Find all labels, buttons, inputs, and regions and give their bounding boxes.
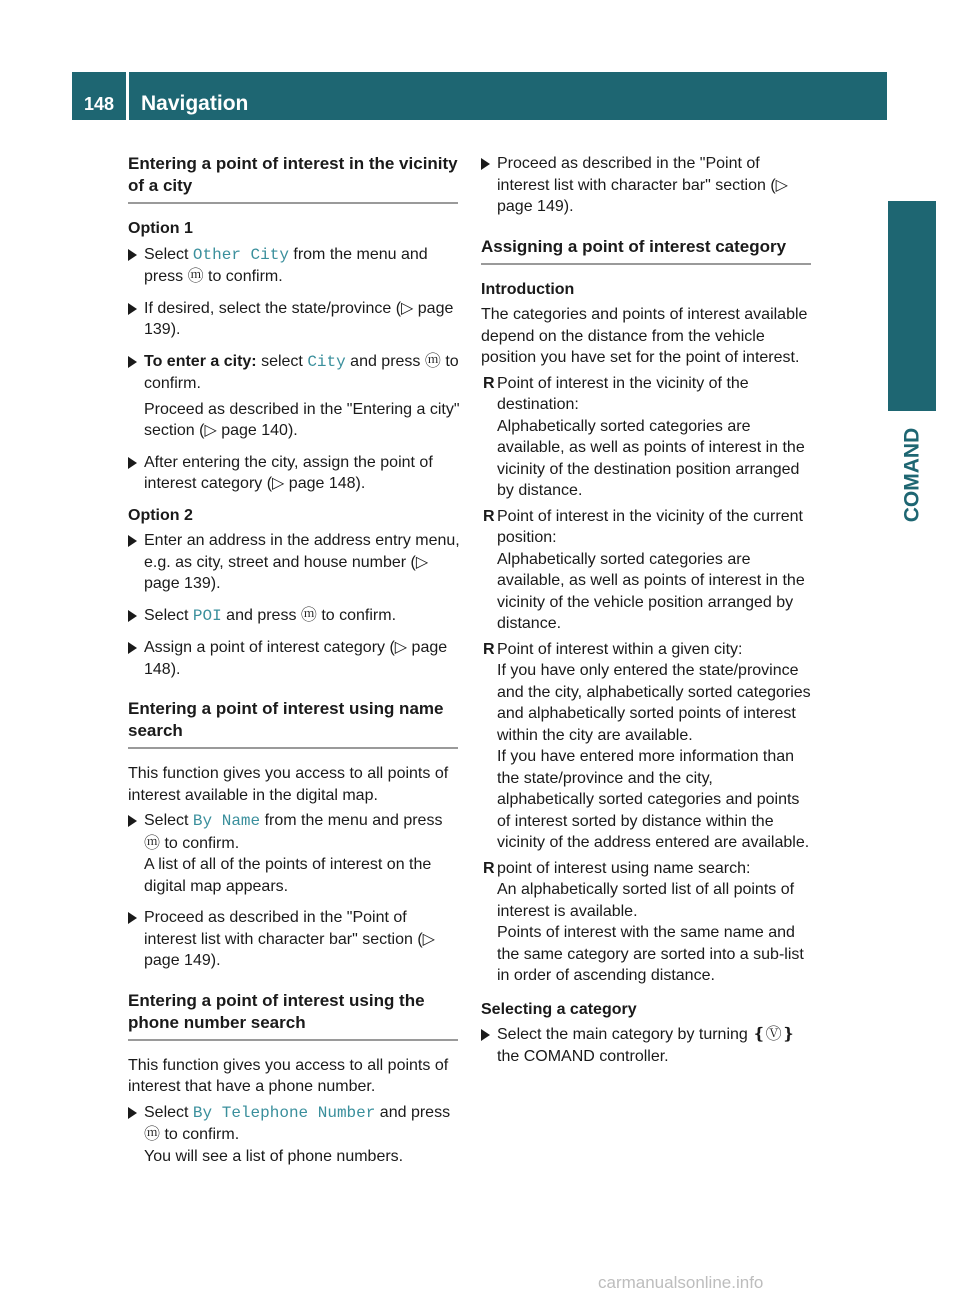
step: Enter an address in the address entry menu, e.g. as city, street and house number (▷ page 139). xyxy=(128,530,460,595)
left-column xyxy=(128,153,460,1177)
step: If desired, select the state/province (▷ page 139). xyxy=(128,298,460,341)
softkey-poi: POI xyxy=(192,606,222,625)
arrow-icon xyxy=(128,249,137,261)
softkey-other-city: Other City xyxy=(192,245,289,264)
side-tab-label: COMAND xyxy=(900,427,924,523)
side-tab-block xyxy=(888,201,936,411)
step: Assign a point of interest category (▷ page 148). xyxy=(128,637,460,680)
step: To enter a city: select City and press ⓜ to confirm. Proceed as described in the "Entering a city" section (▷ page 140). xyxy=(128,351,460,442)
list-item: R Point of interest within a given city: If you have only entered the state/province and the city, alphabetically sorted categories and alphabetically sorted points of interest within the city are available. If you have entered more information than the state/province and the city, alphabetically sorted categories and points of interest sorted by distance within the vicinity of the address entered are available. xyxy=(483,640,811,851)
section-title-vicinity-city: Entering a point of interest in the vicinity of a city xyxy=(128,153,458,204)
introduction-label: Introduction xyxy=(481,280,575,298)
selecting-category-label: Selecting a category xyxy=(481,1000,637,1018)
arrow-icon xyxy=(128,912,137,924)
arrow-icon xyxy=(128,457,137,469)
paragraph: This function gives you access to all points of interest that have a phone number. xyxy=(128,1056,449,1095)
bullet-icon: R xyxy=(483,374,495,392)
arrow-icon xyxy=(128,1107,137,1119)
arrow-icon xyxy=(128,642,137,654)
arrow-icon xyxy=(128,356,137,368)
option-2-label: Option 2 xyxy=(128,506,193,524)
step: Select the main category by turning ❴Ⓥ❵ the COMAND controller. xyxy=(481,1024,813,1067)
softkey-by-name: By Name xyxy=(192,812,261,830)
arrow-icon xyxy=(128,610,137,622)
side-tab xyxy=(890,420,934,530)
page-number: 148 xyxy=(83,94,115,114)
step: Select By Name from the menu and press ⓜ to confirm. A list of all of the points of interest on the digital map appears. xyxy=(128,810,460,897)
paragraph: The categories and points of interest available depend on the distance from the vehicle position you have set for the point of interest. xyxy=(481,306,808,366)
arrow-icon xyxy=(128,815,137,827)
section-title-category: Assigning a point of interest category xyxy=(481,236,811,265)
watermark: carmanualsonline.info xyxy=(598,1273,764,1292)
bullet-icon: R xyxy=(483,859,495,877)
softkey-city: City xyxy=(307,352,346,371)
step: Select By Telephone Number and press ⓜ to confirm. You will see a list of phone numbers. xyxy=(128,1102,460,1168)
bullet-icon: R xyxy=(483,507,495,525)
header-divider xyxy=(126,72,129,120)
arrow-icon xyxy=(481,1029,490,1041)
list-item: R Point of interest in the vicinity of the current position: Alphabetically sorted categories are available, as well as points of interest in the vicinity of the vehicle position arranged by distance. xyxy=(483,507,805,632)
list-item: R Point of interest in the vicinity of the destination: Alphabetically sorted categories are available, as well as points of interest in the vicinity of the destination position arranged by distance. xyxy=(483,374,805,499)
paragraph: This function gives you access to all points of interest available in the digital map. xyxy=(128,765,449,804)
softkey-by-telephone-number: By Telephone Number xyxy=(192,1103,376,1122)
step: Select POI and press ⓜ to confirm. xyxy=(128,605,460,628)
list-item: R point of interest using name search: An alphabetically sorted list of all points of interest is available. Points of interest with the same name and the same category are sorted into a sub-list in order of ascending distance. xyxy=(483,859,804,984)
step: Select Other City from the menu and press ⓜ to confirm. xyxy=(128,244,460,288)
step: After entering the city, assign the point of interest category (▷ page 148). xyxy=(128,452,460,495)
arrow-icon xyxy=(128,535,137,547)
section-title-phone-search: Entering a point of interest using the phone number search xyxy=(128,990,458,1041)
bullet-icon: R xyxy=(483,640,495,658)
option-1-label: Option 1 xyxy=(128,220,193,237)
section-title-name-search: Entering a point of interest using name search xyxy=(128,698,458,749)
arrow-icon xyxy=(481,158,490,170)
arrow-icon xyxy=(128,303,137,315)
right-column xyxy=(481,153,813,1077)
step: Proceed as described in the "Point of interest list with character bar" section (▷ page 149). xyxy=(128,907,460,972)
step: Proceed as described in the "Point of interest list with character bar" section (▷ page 149). xyxy=(481,153,813,218)
page-title: Navigation xyxy=(141,92,249,115)
